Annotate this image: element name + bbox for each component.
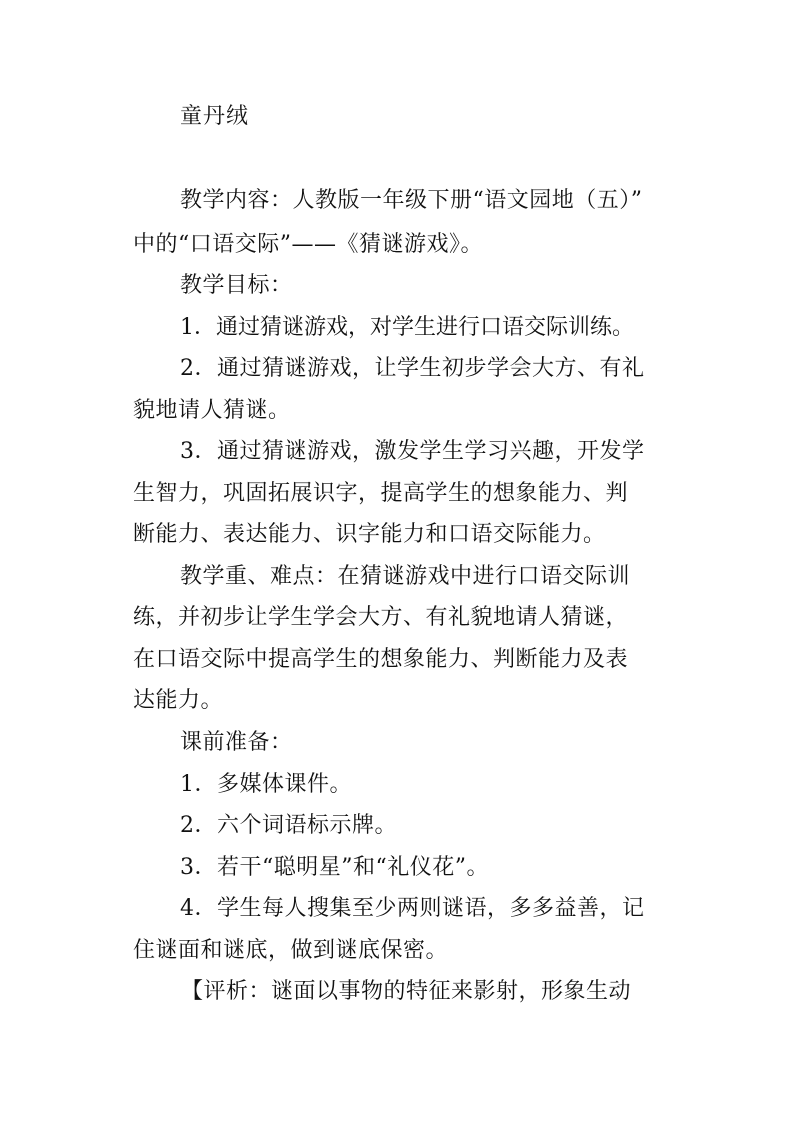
list-item: 4．学生每人搜集至少两则谜语，多多益善，记 bbox=[180, 896, 645, 921]
paragraph-line: 中的“口语交际”——《猜谜游戏》。 bbox=[133, 232, 483, 257]
commentary-line: 【评析：谜面以事物的特征来影射，形象生动 bbox=[181, 979, 632, 1004]
paragraph-line: 教学重、难点：在猜谜游戏中进行口语交际训 bbox=[180, 564, 631, 589]
list-item-continuation: 断能力、表达能力、识字能力和口语交际能力。 bbox=[133, 522, 606, 547]
paragraph-line: 在口语交际中提高学生的想象能力、判断能力及表 bbox=[133, 647, 629, 672]
list-item-continuation: 生智力，巩固拓展识字，提高学生的想象能力、判 bbox=[133, 481, 629, 506]
list-item: 2．六个词语标示牌。 bbox=[180, 813, 397, 838]
list-item: 2．通过猜谜游戏，让学生初步学会大方、有礼 bbox=[180, 356, 645, 381]
list-item-continuation: 貌地请人猜谜。 bbox=[133, 398, 291, 423]
list-item: 3．若干“聪明星”和“礼仪花”。 bbox=[180, 855, 489, 880]
paragraph-line: 练，并初步让学生学会大方、有礼貌地请人猜谜， bbox=[133, 605, 629, 630]
author-name: 童丹绒 bbox=[180, 104, 250, 129]
section-heading: 课前准备： bbox=[180, 730, 293, 755]
list-item: 1．通过猜谜游戏，对学生进行口语交际训练。 bbox=[180, 315, 634, 340]
list-item: 1．多媒体课件。 bbox=[180, 772, 352, 797]
list-item: 3．通过猜谜游戏，激发学生学习兴趣，开发学 bbox=[180, 439, 645, 464]
section-heading: 教学目标： bbox=[180, 273, 293, 298]
paragraph-line: 教学内容：人教版一年级下册“语文园地（五）” bbox=[180, 188, 643, 213]
list-item-continuation: 住谜面和谜底，做到谜底保密。 bbox=[133, 938, 449, 963]
paragraph-line: 达能力。 bbox=[133, 688, 224, 713]
